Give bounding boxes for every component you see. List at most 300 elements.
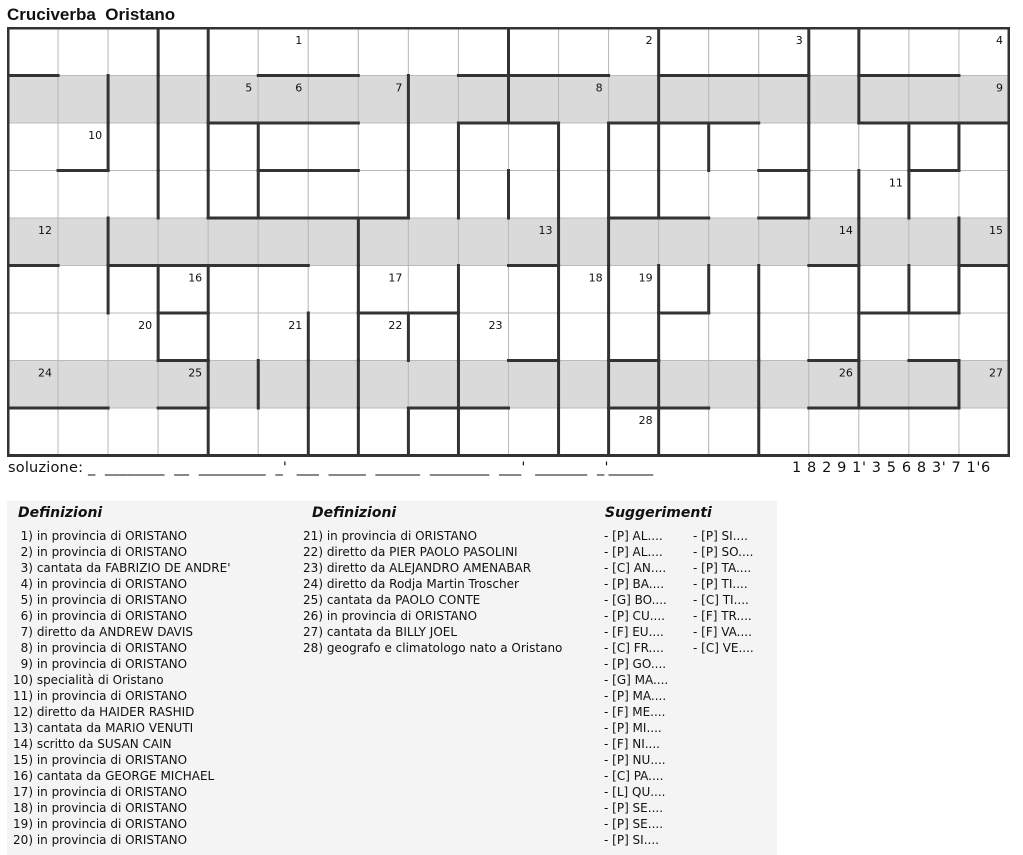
grid-cell[interactable] xyxy=(8,266,58,314)
definition-item xyxy=(11,560,231,576)
grid-cell[interactable] xyxy=(859,123,909,171)
grid-cell[interactable] xyxy=(158,313,208,361)
grid-cell[interactable] xyxy=(809,171,859,219)
grid-cell[interactable] xyxy=(58,76,108,124)
grid-cell[interactable] xyxy=(759,218,809,266)
grid-cell[interactable] xyxy=(559,123,609,171)
grid-cell[interactable] xyxy=(659,266,709,314)
grid-cell[interactable] xyxy=(609,313,659,361)
definition-number: 14) xyxy=(13,737,33,751)
grid-cell[interactable] xyxy=(108,76,158,124)
grid-cell[interactable] xyxy=(659,171,709,219)
definition-number: 27) xyxy=(303,625,323,639)
grid-cell[interactable] xyxy=(158,218,208,266)
suggestion-item: - [P] NU.... xyxy=(604,753,666,767)
grid-cell[interactable] xyxy=(659,361,709,409)
grid-cell[interactable] xyxy=(408,123,458,171)
grid-cell[interactable] xyxy=(408,408,458,456)
definition-text: geografo e climatologo nato a Oristano xyxy=(323,641,563,655)
grid-cell[interactable] xyxy=(358,28,408,76)
grid-cell[interactable] xyxy=(909,123,959,171)
grid-cell[interactable] xyxy=(709,408,759,456)
grid-cell[interactable] xyxy=(308,266,358,314)
suggestion-item: - [P] SE.... xyxy=(604,801,664,815)
grid-cell[interactable] xyxy=(58,171,108,219)
definition-text: in provincia di ORISTANO xyxy=(33,817,188,831)
grid-cell[interactable] xyxy=(108,171,158,219)
suggerimenti-heading: Suggerimenti xyxy=(605,505,712,521)
cell-number: 10 xyxy=(88,129,103,142)
grid-cell[interactable] xyxy=(659,313,709,361)
grid-cell[interactable] xyxy=(859,408,909,456)
grid-cell[interactable] xyxy=(809,266,859,314)
grid-cell[interactable] xyxy=(909,218,959,266)
definizioni-heading-2: Definizioni xyxy=(312,505,397,521)
cell-number: 18 xyxy=(588,271,603,285)
grid-cell[interactable] xyxy=(308,408,358,456)
grid-cell[interactable] xyxy=(909,361,959,409)
grid-cell[interactable] xyxy=(809,123,859,171)
definition-text: cantata da MARIO VENUTI xyxy=(33,721,194,735)
definition-item xyxy=(11,640,231,656)
definition-number: 24) xyxy=(303,577,323,591)
suggestion-item: - [C] AN.... xyxy=(604,561,667,575)
definition-text: in provincia di ORISTANO xyxy=(33,641,188,655)
grid-cell[interactable] xyxy=(208,171,258,219)
grid-cell[interactable] xyxy=(509,408,559,456)
cell-number: 2 xyxy=(645,34,653,47)
suggerimenti-list-1 xyxy=(604,528,668,848)
definition-text: in provincia di ORISTANO xyxy=(33,577,188,591)
grid-cell[interactable] xyxy=(759,266,809,314)
definition-item xyxy=(11,784,231,800)
cell-number: 23 xyxy=(488,319,503,332)
grid-cell[interactable] xyxy=(258,218,308,266)
definition-number: 15) xyxy=(13,753,33,767)
definition-item xyxy=(297,528,562,544)
suggestion-item: - [F] ME.... xyxy=(604,705,666,719)
definizioni-heading-1: Definizioni xyxy=(18,505,103,521)
definition-text: in provincia di ORISTANO xyxy=(33,529,188,543)
grid-cell[interactable] xyxy=(909,313,959,361)
grid-cell[interactable] xyxy=(709,313,759,361)
grid-cell[interactable] xyxy=(208,123,258,171)
grid-cell[interactable] xyxy=(8,76,58,124)
grid-cell[interactable] xyxy=(408,171,458,219)
grid-cell[interactable] xyxy=(258,361,308,409)
grid-cell[interactable] xyxy=(509,266,559,314)
cell-number: 3 xyxy=(795,34,803,47)
definition-text: in provincia di ORISTANO xyxy=(33,801,188,815)
suggestion-item: - [F] NI.... xyxy=(604,737,660,751)
grid-cell[interactable] xyxy=(909,408,959,456)
grid-cell[interactable] xyxy=(559,408,609,456)
cell-number: 7 xyxy=(395,81,403,95)
grid-cell[interactable] xyxy=(509,28,559,76)
definition-text: in provincia di ORISTANO xyxy=(33,833,188,847)
grid-cell[interactable] xyxy=(959,171,1009,219)
suggestion-item: - [P] SI.... xyxy=(693,529,748,543)
grid-cell[interactable] xyxy=(408,361,458,409)
definition-item xyxy=(11,656,231,672)
suggestion-item: - [P] CU.... xyxy=(604,609,665,623)
grid-cell[interactable] xyxy=(208,361,258,409)
definition-number: 4) xyxy=(20,577,33,591)
suggestion-item: - [C] PA.... xyxy=(604,769,664,783)
grid-cell[interactable] xyxy=(909,171,959,219)
grid-cell[interactable] xyxy=(308,361,358,409)
grid-cell[interactable] xyxy=(959,313,1009,361)
grid-cell[interactable] xyxy=(759,171,809,219)
grid-cell[interactable] xyxy=(308,123,358,171)
definition-number: 28) xyxy=(303,641,323,655)
suggestion-item: - [P] TI.... xyxy=(693,577,748,591)
grid-cell[interactable] xyxy=(859,218,909,266)
cell-number: 26 xyxy=(838,366,853,380)
grid-cell[interactable] xyxy=(158,408,208,456)
grid-cell[interactable] xyxy=(358,361,408,409)
grid-cell[interactable] xyxy=(108,408,158,456)
grid-cell[interactable] xyxy=(609,76,659,124)
definition-text: diretto da ANDREW DAVIS xyxy=(33,625,194,639)
suggestion-item: - [F] TR.... xyxy=(693,609,752,623)
cell-number: 5 xyxy=(245,81,253,95)
definition-number: 5) xyxy=(20,593,33,607)
grid-cell[interactable] xyxy=(609,171,659,219)
definition-item xyxy=(297,576,562,592)
suggestion-item: - [L] QU.... xyxy=(604,785,666,799)
grid-cell[interactable] xyxy=(358,218,408,266)
grid-cell[interactable] xyxy=(208,408,258,456)
grid-cell[interactable] xyxy=(108,361,158,409)
cell-number: 25 xyxy=(188,366,203,380)
cell-number: 17 xyxy=(388,271,403,285)
grid-cell[interactable] xyxy=(709,28,759,76)
grid-cell[interactable] xyxy=(809,28,859,76)
grid-cell[interactable] xyxy=(308,76,358,124)
grid-cell[interactable] xyxy=(859,313,909,361)
crossword-grid-svg[interactable] xyxy=(7,27,1010,457)
grid-cell[interactable] xyxy=(509,171,559,219)
cell-number: 6 xyxy=(295,81,303,95)
grid-cell[interactable] xyxy=(8,171,58,219)
definition-item xyxy=(11,720,231,736)
grid-cell[interactable] xyxy=(458,266,508,314)
cell-number: 21 xyxy=(288,319,303,332)
grid-cell[interactable] xyxy=(659,76,709,124)
definition-text: in provincia di ORISTANO xyxy=(33,689,188,703)
definition-item xyxy=(11,544,231,560)
grid-cell[interactable] xyxy=(8,123,58,171)
suggestion-item: - [F] VA.... xyxy=(693,625,752,639)
definition-text: in provincia di ORISTANO xyxy=(33,609,188,623)
definition-item xyxy=(297,640,562,656)
grid-cell[interactable] xyxy=(559,171,609,219)
grid-cell[interactable] xyxy=(659,123,709,171)
suggestion-item: - [P] TA.... xyxy=(693,561,752,575)
suggestion-item: - [P] BA.... xyxy=(604,577,665,591)
grid-cell[interactable] xyxy=(308,28,358,76)
grid-cell[interactable] xyxy=(408,266,458,314)
definition-number: 1) xyxy=(20,529,33,543)
suggerimenti-list-2 xyxy=(693,528,754,656)
definition-number: 2) xyxy=(20,545,33,559)
grid-cell[interactable] xyxy=(559,361,609,409)
grid-cell[interactable] xyxy=(208,218,258,266)
grid-cell[interactable] xyxy=(258,266,308,314)
grid-cell[interactable] xyxy=(458,361,508,409)
grid-cell[interactable] xyxy=(358,408,408,456)
suggestion-item: - [G] MA.... xyxy=(604,673,669,687)
definition-number: 19) xyxy=(13,817,33,831)
grid-cell[interactable] xyxy=(609,218,659,266)
grid-cell[interactable] xyxy=(58,266,108,314)
cell-number: 20 xyxy=(138,319,153,332)
definition-text: cantata da PAOLO CONTE xyxy=(323,593,481,607)
definition-item xyxy=(11,688,231,704)
definition-item xyxy=(11,768,231,784)
definition-text: diretto da ALEJANDRO AMENABAR xyxy=(323,561,532,575)
definition-text: in provincia di ORISTANO xyxy=(33,593,188,607)
cell-number: 28 xyxy=(638,414,653,427)
definition-number: 9) xyxy=(20,657,33,671)
definition-item xyxy=(11,672,231,688)
cell-number: 22 xyxy=(388,319,403,332)
grid-cell[interactable] xyxy=(559,28,609,76)
grid-cell[interactable] xyxy=(959,266,1009,314)
grid-cell[interactable] xyxy=(709,76,759,124)
grid-cell[interactable] xyxy=(8,313,58,361)
cell-number: 1 xyxy=(295,34,303,47)
definition-text: in provincia di ORISTANO xyxy=(33,753,188,767)
definition-number: 3) xyxy=(20,561,33,575)
suggestion-item: - [P] SI.... xyxy=(604,833,659,847)
cell-number: 27 xyxy=(989,366,1003,380)
suggestion-item: - [P] AL.... xyxy=(604,545,663,559)
definition-number: 8) xyxy=(20,641,33,655)
grid-cell[interactable] xyxy=(408,218,458,266)
definition-item xyxy=(11,800,231,816)
grid-cell[interactable] xyxy=(509,76,559,124)
cell-number: 4 xyxy=(996,34,1003,47)
grid-cell[interactable] xyxy=(809,408,859,456)
suggestion-item: - [P] SE.... xyxy=(604,817,664,831)
grid-cell[interactable] xyxy=(709,171,759,219)
definition-number: 23) xyxy=(303,561,323,575)
definition-text: in provincia di ORISTANO xyxy=(33,785,188,799)
grid-cell[interactable] xyxy=(358,171,408,219)
definition-number: 21) xyxy=(303,529,323,543)
definition-text: specialità di Oristano xyxy=(33,673,164,687)
grid-cell[interactable] xyxy=(959,123,1009,171)
grid-cell[interactable] xyxy=(709,361,759,409)
grid-cell[interactable] xyxy=(659,218,709,266)
grid-cell[interactable] xyxy=(258,123,308,171)
definition-number: 18) xyxy=(13,801,33,815)
grid-cell[interactable] xyxy=(759,408,809,456)
grid-cell[interactable] xyxy=(509,123,559,171)
grid-cell[interactable] xyxy=(458,218,508,266)
grid-cell[interactable] xyxy=(859,28,909,76)
grid-cell[interactable] xyxy=(909,266,959,314)
grid-cell[interactable] xyxy=(308,218,358,266)
grid-cell[interactable] xyxy=(108,218,158,266)
grid-cell[interactable] xyxy=(58,361,108,409)
page-title: Cruciverba Oristano xyxy=(7,5,176,24)
grid-cell[interactable] xyxy=(559,313,609,361)
grid-cell[interactable] xyxy=(559,218,609,266)
cell-number: 13 xyxy=(538,224,553,237)
definition-number: 6) xyxy=(20,609,33,623)
grid-cell[interactable] xyxy=(308,313,358,361)
grid-cell[interactable] xyxy=(809,313,859,361)
solution-code: 1 8 2 9 1' 3 5 6 8 3' 7 1'6 xyxy=(792,460,991,476)
suggestion-item: - [C] VE.... xyxy=(693,641,754,655)
definition-text: cantata da FABRIZIO DE ANDRE' xyxy=(33,561,231,575)
grid-cell[interactable] xyxy=(8,28,58,76)
solution-line xyxy=(8,460,653,476)
grid-cell[interactable] xyxy=(208,313,258,361)
definition-item xyxy=(11,624,231,640)
grid-cell[interactable] xyxy=(859,76,909,124)
cell-number: 14 xyxy=(838,224,853,237)
grid-cell[interactable] xyxy=(759,123,809,171)
definition-text: cantata da GEORGE MICHAEL xyxy=(33,769,215,783)
grid-cell[interactable] xyxy=(108,123,158,171)
definizioni-list-2 xyxy=(297,528,562,656)
definition-text: in provincia di ORISTANO xyxy=(323,609,478,623)
grid-cell[interactable] xyxy=(959,408,1009,456)
grid-cell[interactable] xyxy=(458,28,508,76)
suggestion-item: - [P] AL.... xyxy=(604,529,663,543)
suggestion-item: - [P] GO.... xyxy=(604,657,667,671)
grid-cell[interactable] xyxy=(759,361,809,409)
grid-cell[interactable] xyxy=(709,218,759,266)
grid-cell[interactable] xyxy=(509,313,559,361)
clues-panel xyxy=(7,501,777,855)
definition-item xyxy=(297,608,562,624)
definition-number: 20) xyxy=(13,833,33,847)
cell-number: 12 xyxy=(38,224,53,237)
grid-cell[interactable] xyxy=(158,76,208,124)
grid-cell[interactable] xyxy=(358,123,408,171)
definition-item xyxy=(11,592,231,608)
grid-cell[interactable] xyxy=(458,408,508,456)
grid-cell[interactable] xyxy=(8,408,58,456)
grid-cell[interactable] xyxy=(308,171,358,219)
grid-cell[interactable] xyxy=(509,361,559,409)
grid-cell[interactable] xyxy=(458,76,508,124)
suggestion-item: - [G] BO.... xyxy=(604,593,667,607)
cell-number: 24 xyxy=(38,366,53,380)
grid-cell[interactable] xyxy=(709,266,759,314)
definition-text: in provincia di ORISTANO xyxy=(33,657,188,671)
suggestion-item: - [P] SO.... xyxy=(693,545,754,559)
definition-item xyxy=(11,832,231,848)
definition-item xyxy=(11,816,231,832)
suggestion-item: - [P] MA.... xyxy=(604,689,667,703)
grid-cell[interactable] xyxy=(909,28,959,76)
grid-cell[interactable] xyxy=(58,28,108,76)
definition-number: 11) xyxy=(13,689,33,703)
grid-cell[interactable] xyxy=(759,313,809,361)
grid-cell[interactable] xyxy=(408,76,458,124)
grid-cell[interactable] xyxy=(208,28,258,76)
definition-number: 10) xyxy=(13,673,33,687)
grid-cell[interactable] xyxy=(258,171,308,219)
grid-cell[interactable] xyxy=(158,171,208,219)
grid-cell[interactable] xyxy=(108,266,158,314)
definition-item xyxy=(297,544,562,560)
grid-cell[interactable] xyxy=(859,266,909,314)
cell-number: 16 xyxy=(188,271,203,285)
grid-cell[interactable] xyxy=(208,266,258,314)
grid-cell[interactable] xyxy=(58,408,108,456)
definition-number: 26) xyxy=(303,609,323,623)
grid-cell[interactable] xyxy=(408,313,458,361)
cell-number: 11 xyxy=(888,176,903,190)
grid-cell[interactable] xyxy=(458,171,508,219)
definition-item xyxy=(11,608,231,624)
cell-number: 19 xyxy=(638,271,653,285)
definition-text: in provincia di ORISTANO xyxy=(323,529,478,543)
grid-cell[interactable] xyxy=(909,76,959,124)
grid-cell[interactable] xyxy=(58,218,108,266)
definition-text: scritto da SUSAN CAIN xyxy=(33,737,172,751)
cell-number: 9 xyxy=(996,81,1003,95)
grid-cell[interactable] xyxy=(759,76,809,124)
definition-item xyxy=(297,592,562,608)
definition-number: 22) xyxy=(303,545,323,559)
grid-cell[interactable] xyxy=(108,28,158,76)
grid-cell[interactable] xyxy=(659,408,709,456)
grid-cell[interactable] xyxy=(709,123,759,171)
cell-number: 15 xyxy=(989,224,1003,237)
grid-cell[interactable] xyxy=(659,28,709,76)
definition-number: 16) xyxy=(13,769,33,783)
definition-text: diretto da HAIDER RASHID xyxy=(33,705,195,719)
suggestion-item: - [F] EU.... xyxy=(604,625,664,639)
crossword-grid[interactable] xyxy=(7,27,1010,457)
definition-text: cantata da BILLY JOEL xyxy=(323,625,458,639)
grid-cell[interactable] xyxy=(609,361,659,409)
definizioni-list-1 xyxy=(11,528,231,848)
definition-text: diretto da Rodja Martin Troscher xyxy=(323,577,519,591)
grid-cell[interactable] xyxy=(859,361,909,409)
grid-cell[interactable] xyxy=(809,76,859,124)
grid-cell[interactable] xyxy=(408,28,458,76)
definition-item xyxy=(297,624,562,640)
definition-number: 25) xyxy=(303,593,323,607)
suggestion-item: - [P] MI.... xyxy=(604,721,662,735)
grid-cell[interactable] xyxy=(458,123,508,171)
solution-blanks: _ ________ __ _________ _' ___ _____ ______ ________ ___' _______ _'______ xyxy=(87,460,654,476)
definition-item xyxy=(11,752,231,768)
definition-number: 13) xyxy=(13,721,33,735)
grid-cell[interactable] xyxy=(258,408,308,456)
definition-item xyxy=(297,560,562,576)
definition-number: 7) xyxy=(20,625,33,639)
grid-cell[interactable] xyxy=(158,28,208,76)
definition-item xyxy=(11,576,231,592)
grid-cell[interactable] xyxy=(158,123,208,171)
definition-text: diretto da PIER PAOLO PASOLINI xyxy=(323,545,518,559)
grid-cell[interactable] xyxy=(609,123,659,171)
grid-cell[interactable] xyxy=(58,313,108,361)
definition-item xyxy=(11,528,231,544)
definition-number: 17) xyxy=(13,785,33,799)
suggestion-item: - [C] FR.... xyxy=(604,641,664,655)
